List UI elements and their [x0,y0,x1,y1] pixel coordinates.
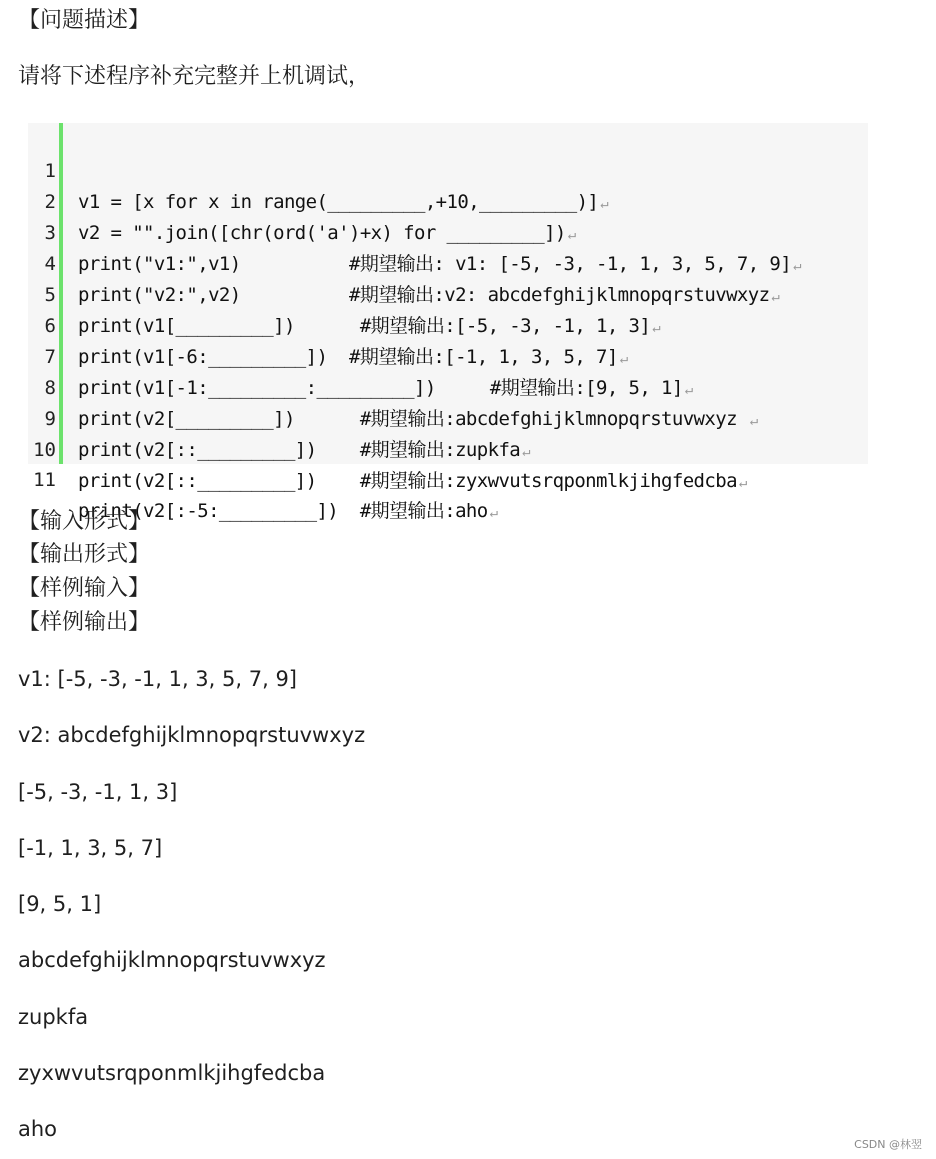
return-mark-icon: ↵ [567,227,577,243]
code-text: print("v2:",v2) #期望输出:v2: abcdefghijklmnopqrstuvwxyz [78,284,770,306]
line-number: 7 [44,346,56,368]
return-mark-icon: ↵ [489,505,499,521]
code-text: print(v2[_________]) #期望输出:abcdefghijklmnopqrstuvwxyz [78,408,748,430]
code-block [28,123,868,522]
code-text: print(v1[-6:_________]) #期望输出:[-1, 1, 3, 5, 7] [78,346,618,368]
sample-output-line: zyxwvutsrqponmlkjihgfedcba [18,1061,326,1085]
line-number: 8 [44,377,56,399]
line-number: 6 [44,315,56,337]
line-number: 3 [44,222,56,244]
line-number: 5 [44,284,56,306]
code-text: print(v1[_________]) #期望输出:[-5, -3, -1, 1, 3] [78,315,651,337]
sample-output-line: [-5, -3, -1, 1, 3] [18,780,178,804]
code-line [28,125,868,213]
output-format-heading: 【输出形式】 [18,542,151,567]
watermark: CSDN @林翌 [854,1138,922,1151]
line-number: 4 [44,253,56,275]
sample-output-line: [-1, 1, 3, 5, 7] [18,836,163,860]
sample-output-line: abcdefghijklmnopqrstuvwxyz [18,948,326,972]
input-format-heading: 【输入形式】 [18,509,151,534]
code-text: print(v1[-1:_________:_________]) #期望输出:[9, 5, 1] [78,377,683,399]
code-text: print(v2[::_________]) #期望输出:zyxwvutsrqponmlkjihgfedcba [78,470,737,492]
intro-text: 请将下述程序补充完整并上机调试， [18,64,371,89]
return-mark-icon: ↵ [771,289,780,305]
return-mark-icon: ↵ [749,413,759,429]
sample-output-line: v1: [-5, -3, -1, 1, 3, 5, 7, 9] [18,667,297,691]
line-number: 11 [33,469,56,491]
return-mark-icon: ↵ [684,382,694,398]
line-number: 1 [44,160,56,182]
return-mark-icon: ↵ [738,475,748,491]
code-text: print(v2[::_________]) #期望输出:zupkfa [78,439,521,461]
return-mark-icon: ↵ [600,196,609,212]
code-text: v2 = "".join([chr(ord('a')+x) for _________]) [78,222,566,244]
code-text: print("v1:",v1) #期望输出: v1: [-5, -3, -1, 1, 3, 5, 7, 9] [78,253,792,275]
line-number: 10 [33,439,56,461]
sample-output-line: [9, 5, 1] [18,892,102,916]
code-text: v1 = [x for x in range(_________,+10,_________)] [78,191,599,213]
sample-output-line: zupkfa [18,1005,89,1029]
sample-input-heading: 【样例输入】 [18,576,151,601]
sample-output-line: v2: abcdefghijklmnopqrstuvwxyz [18,723,366,747]
return-mark-icon: ↵ [652,320,661,336]
sample-output-line: aho [18,1117,58,1141]
return-mark-icon: ↵ [619,351,629,367]
return-mark-icon: ↵ [522,444,531,460]
line-number: 2 [44,191,56,213]
sample-output-heading: 【样例输出】 [18,610,151,635]
return-mark-icon: ↵ [793,258,802,274]
problem-heading: 【问题描述】 [18,8,151,33]
code-text: print(v2[:-5:_________]) #期望输出:aho [78,500,488,522]
line-number: 9 [44,408,56,430]
